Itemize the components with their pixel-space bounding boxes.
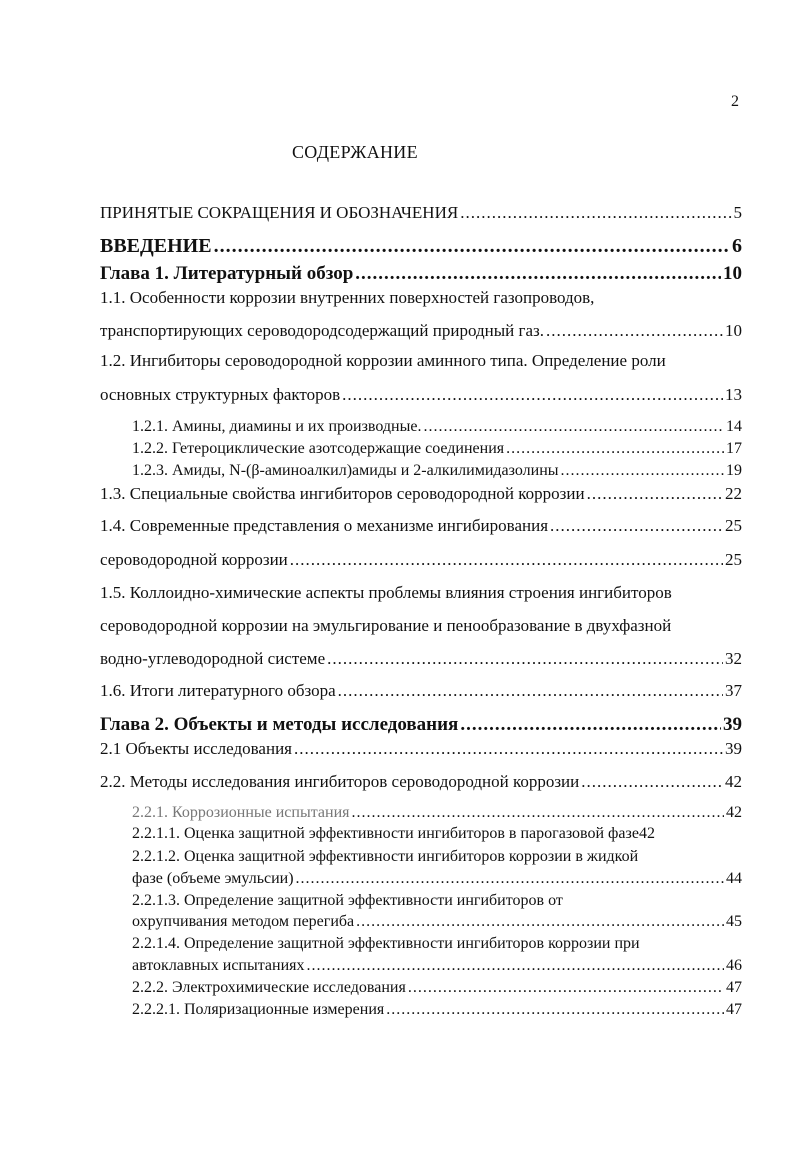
toc-entry-2-2-2-1: 2.2.2.1. Поляризационные измерения ..... 47 [132, 1001, 742, 1019]
toc-entry-1-2-2: 1.2.2. Гетероциклические азотсодержащие соединения ..... 17 [132, 440, 742, 458]
toc-entry-introduction: ВВЕДЕНИЕ ..... 6 [100, 235, 742, 258]
toc-entry-1-2-1: 1.2.1. Амины, диамины и их производные. ..... 14 [132, 418, 742, 436]
toc-entry-1-4: 1.4. Современные представления о механизме ингибирования ..... 25 [100, 516, 742, 536]
toc-entry-chapter-1: Глава 1. Литературный обзор ..... 10 [100, 263, 742, 285]
toc-entry-2-1: 2.1 Объекты исследования ..... 39 [100, 739, 742, 759]
toc-entry-2-2-1: 2.2.1. Коррозионные испытания ..... 42 [132, 804, 742, 822]
toc-entry-1-1: транспортирующих сероводородсодержащий природный газ. ..... 10 [100, 321, 742, 341]
toc-entry-1-2: основных структурных факторов ..... 13 [100, 385, 742, 405]
toc-entry-2-2-2: 2.2.2. Электрохимические исследования ..... 47 [132, 979, 742, 997]
toc-entry-2-2-1-3: охрупчивания методом перегиба ..... 45 [132, 913, 742, 931]
toc-entry-1-4-cont: сероводородной коррозии ..... 25 [100, 550, 742, 570]
toc-entry-1-3: 1.3. Специальные свойства ингибиторов сероводородной коррозии ..... 22 [100, 484, 742, 504]
page-number: 2 [731, 93, 739, 110]
toc-entry-2-2-1-1: 2.2.1.1. Оценка защитной эффективности ингибиторов в парогазовой фазе 42 [132, 825, 655, 842]
page-title: СОДЕРЖАНИЕ [292, 142, 418, 162]
toc-line-1-1: 1.1. Особенности коррозии внутренних поверхностей газопроводов, [100, 288, 595, 307]
toc-line-1-5a: 1.5. Коллоидно-химические аспекты проблемы влияния строения ингибиторов [100, 583, 672, 602]
toc-line-2-2-1-3: 2.2.1.3. Определение защитной эффективности ингибиторов от [132, 892, 563, 909]
toc-entry-1-6: 1.6. Итоги литературного обзора ..... 37 [100, 681, 742, 701]
toc-entry-1-2-3: 1.2.3. Амиды, N-(β-аминоалкил)амиды и 2-алкилимидазолины ..... 19 [132, 462, 742, 480]
toc-line-1-2: 1.2. Ингибиторы сероводородной коррозии аминного типа. Определение роли [100, 351, 666, 370]
toc-entry-abbreviations: ПРИНЯТЫЕ СОКРАЩЕНИЯ И ОБОЗНАЧЕНИЯ ..... 5 [100, 203, 742, 223]
toc-entry-2-2-1-4: автоклавных испытаниях ..... 46 [132, 957, 742, 975]
toc-entry-1-5: водно-углеводородной системе ..... 32 [100, 649, 742, 669]
toc-entry-2-2: 2.2. Методы исследования ингибиторов сероводородной коррозии ..... 42 [100, 772, 742, 792]
toc-entry-2-2-1-2: фазе (объеме эмульсии) ..... 44 [132, 870, 742, 888]
toc-line-1-5b: сероводородной коррозии на эмульгирование и пенообразование в двухфазной [100, 616, 672, 635]
toc-entry-chapter-2: Глава 2. Объекты и методы исследования ..... 39 [100, 714, 742, 736]
toc-line-2-2-1-2: 2.2.1.2. Оценка защитной эффективности ингибиторов коррозии в жидкой [132, 848, 639, 865]
toc-line-2-2-1-4: 2.2.1.4. Определение защитной эффективности ингибиторов коррозии при [132, 935, 640, 952]
